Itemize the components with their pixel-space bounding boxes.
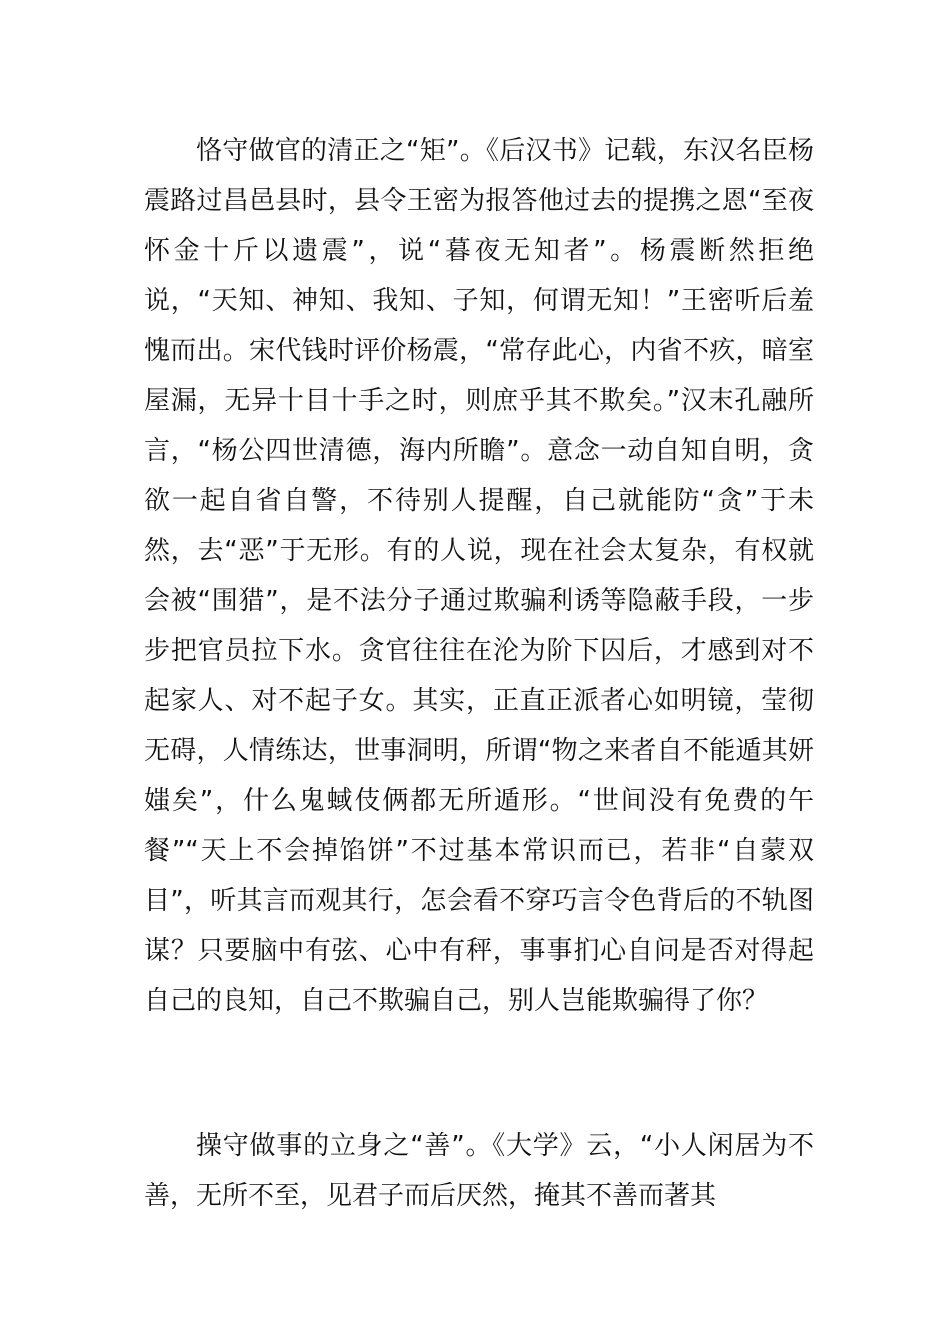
paragraph-integrity-officials: 恪守做官的清正之“矩”。《后汉书》记载，东汉名臣杨震路过昌邑县时，县令王密为报答他过去的提携之恩“至夜怀金十斤以遗震”，说“暮夜无知者”。杨震断然拒绝说，“天知、神知、我知、子知，何谓无知！”王密听后羞愧而出。宋代钱时评价杨震，“常存此心，内省不疚，暗室屋漏，无异十目十手之时，则庶乎其不欺矣。”汉末孔融所言，“杨公四世清德，海内所瞻”。意念一动自知自明，贪欲一起自省自警，不待别人提醒，自己就能防“贪”于未然，去“恶”于无形。有的人说，现在社会太复杂，有权就会被“围猎”，是不法分子通过欺骗利诱等隐蔽手段，一步步把官员拉下水。贪官往往在沦为阶下囚后，才感到对不起家人、对不起子女。其实，正直正派者心如明镜，莹彻无碍，人情练达，世事洞明，所谓“物之来者自不能遁其妍媸矣”，什么鬼蜮伎俩都无所遁形。“世间没有免费的午餐”“天上不会掉馅饼”不过基本常识而已，若非“自蒙双目”，听其言而观其行，怎会看不穿巧言令色背后的不轨图谋？只要脑中有弦、心中有秤，事事扪心自问是否对得起自己的良知，自己不欺骗自己，别人岂能欺骗得了你？ (144, 136, 814, 1016)
paragraph-conduct-goodness: 操守做事的立身之“善”。《大学》云，“小人闲居为不善，无所不至，见君子而后厌然，掩其不善而著其 (144, 1131, 814, 1211)
